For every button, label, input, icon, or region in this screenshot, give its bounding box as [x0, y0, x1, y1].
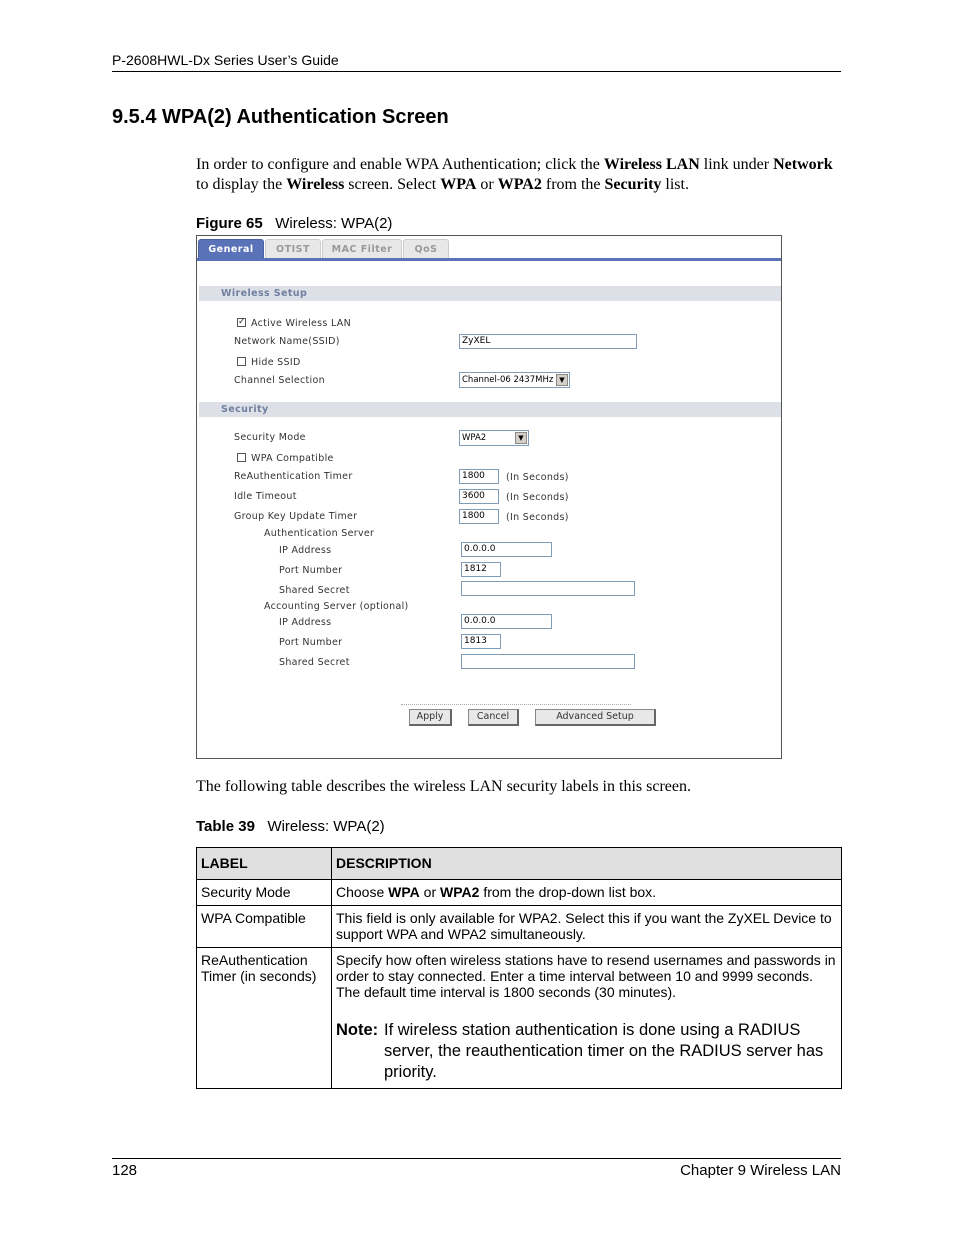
note-text: If wireless station authentication is done using a RADIUS server, the reauthentication timer on the RADIUS server has priority. [384, 1021, 824, 1081]
reauth-timer-input[interactable]: 1800 [459, 469, 499, 484]
reauth-unit: (In Seconds) [506, 472, 569, 483]
chevron-down-icon[interactable]: ▼ [556, 374, 568, 386]
reauth-description: Specify how often wireless stations have to resend usernames and passwords in order to stay connected. Enter a time interval between 10 and 9999 seconds. The default time interval is 1800 seconds (30 minutes). [336, 952, 836, 1000]
auth-ip-label: IP Address [279, 545, 332, 556]
reauth-timer-label: ReAuthentication Timer [234, 471, 353, 482]
acct-ip-input[interactable]: 0.0.0.0 [461, 614, 552, 629]
acct-ip-label: IP Address [279, 617, 332, 628]
group-key-label: Group Key Update Timer [234, 511, 358, 522]
acct-secret-label: Shared Secret [279, 657, 350, 668]
acct-server-heading: Accounting Server (optional) [264, 601, 409, 612]
group-key-unit: (In Seconds) [506, 512, 569, 523]
channel-label: Channel Selection [234, 375, 325, 386]
tab-qos[interactable]: QoS [403, 239, 449, 259]
channel-value: Channel-06 2437MHz [462, 375, 554, 385]
table-row [197, 880, 842, 906]
idle-timeout-input[interactable]: 3600 [459, 489, 499, 504]
advanced-setup-button[interactable]: Advanced Setup [535, 709, 656, 726]
table-row [197, 906, 842, 948]
cancel-button[interactable]: Cancel [468, 709, 519, 726]
header-rule [112, 71, 841, 72]
hide-ssid-label: Hide SSID [251, 357, 301, 368]
wireless-setup-band: Wireless Setup [199, 286, 781, 301]
note-label: Note: [336, 1021, 379, 1039]
chevron-down-icon[interactable]: ▼ [515, 432, 527, 444]
note-block [336, 1020, 837, 1083]
acct-secret-input[interactable] [461, 654, 635, 669]
table-header-row [197, 848, 842, 880]
running-header: P-2608HWL-Dx Series User’s Guide [112, 52, 339, 68]
security-mode-select[interactable] [459, 430, 529, 446]
row-description: This field is only available for WPA2. Select this if you want the ZyXEL Device to support WPA and WPA2 simultaneously. [332, 906, 842, 948]
auth-ip-input[interactable]: 0.0.0.0 [461, 542, 552, 557]
column-header-label: LABEL [197, 848, 332, 880]
row-label: ReAuthentication Timer (in seconds) [197, 948, 332, 1089]
page-number: 128 [112, 1162, 138, 1179]
active-wlan-label: Active Wireless LAN [251, 318, 351, 329]
ssid-input[interactable]: ZyXEL [459, 334, 637, 349]
description-table [196, 847, 842, 1089]
ssid-label: Network Name(SSID) [234, 336, 340, 347]
section-title: 9.5.4 WPA(2) Authentication Screen [112, 106, 449, 128]
auth-server-heading: Authentication Server [264, 528, 375, 539]
group-key-input[interactable]: 1800 [459, 509, 499, 524]
auth-secret-input[interactable] [461, 581, 635, 596]
channel-select[interactable] [459, 372, 570, 388]
auth-port-input[interactable]: 1812 [461, 562, 501, 577]
row-description: Choose WPA or WPA2 from the drop-down list box. [332, 880, 842, 906]
active-wlan-checkbox[interactable]: ✓ [238, 317, 246, 327]
chapter-title: Chapter 9 Wireless LAN [680, 1162, 841, 1179]
tab-underline [197, 258, 781, 261]
idle-timeout-label: Idle Timeout [234, 491, 297, 502]
idle-unit: (In Seconds) [506, 492, 569, 503]
apply-button[interactable]: Apply [409, 709, 452, 726]
acct-port-input[interactable]: 1813 [461, 634, 501, 649]
row-label: WPA Compatible [197, 906, 332, 948]
table-intro-text: The following table describes the wireless LAN security labels in this screen. [196, 778, 691, 795]
security-band: Security [199, 402, 781, 417]
wpa-compatible-checkbox[interactable] [237, 453, 246, 462]
button-divider [401, 704, 631, 705]
security-mode-value: WPA2 [462, 433, 487, 443]
auth-port-label: Port Number [279, 565, 343, 576]
table-caption: Table 39 Wireless: WPA(2) [196, 818, 385, 835]
screenshot-figure [196, 235, 782, 759]
row-label: Security Mode [197, 880, 332, 906]
acct-port-label: Port Number [279, 637, 343, 648]
wpa-compatible-label: WPA Compatible [251, 453, 334, 464]
tab-general[interactable]: General [198, 239, 264, 259]
hide-ssid-checkbox[interactable] [237, 357, 246, 366]
column-header-description: DESCRIPTION [332, 848, 842, 880]
auth-secret-label: Shared Secret [279, 585, 350, 596]
tab-otist[interactable]: OTIST [265, 239, 321, 259]
tab-mac-filter[interactable]: MAC Filter [322, 239, 402, 259]
footer-rule [112, 1158, 841, 1159]
row-description [332, 948, 842, 1089]
security-mode-label: Security Mode [234, 432, 306, 443]
table-row [197, 948, 842, 1089]
intro-paragraph: In order to configure and enable WPA Authentication; click the Wireless LAN link under Network to display the Wireless screen. Select WPA or WPA2 from the Security list. [196, 156, 833, 193]
figure-caption: Figure 65 Wireless: WPA(2) [196, 215, 393, 232]
